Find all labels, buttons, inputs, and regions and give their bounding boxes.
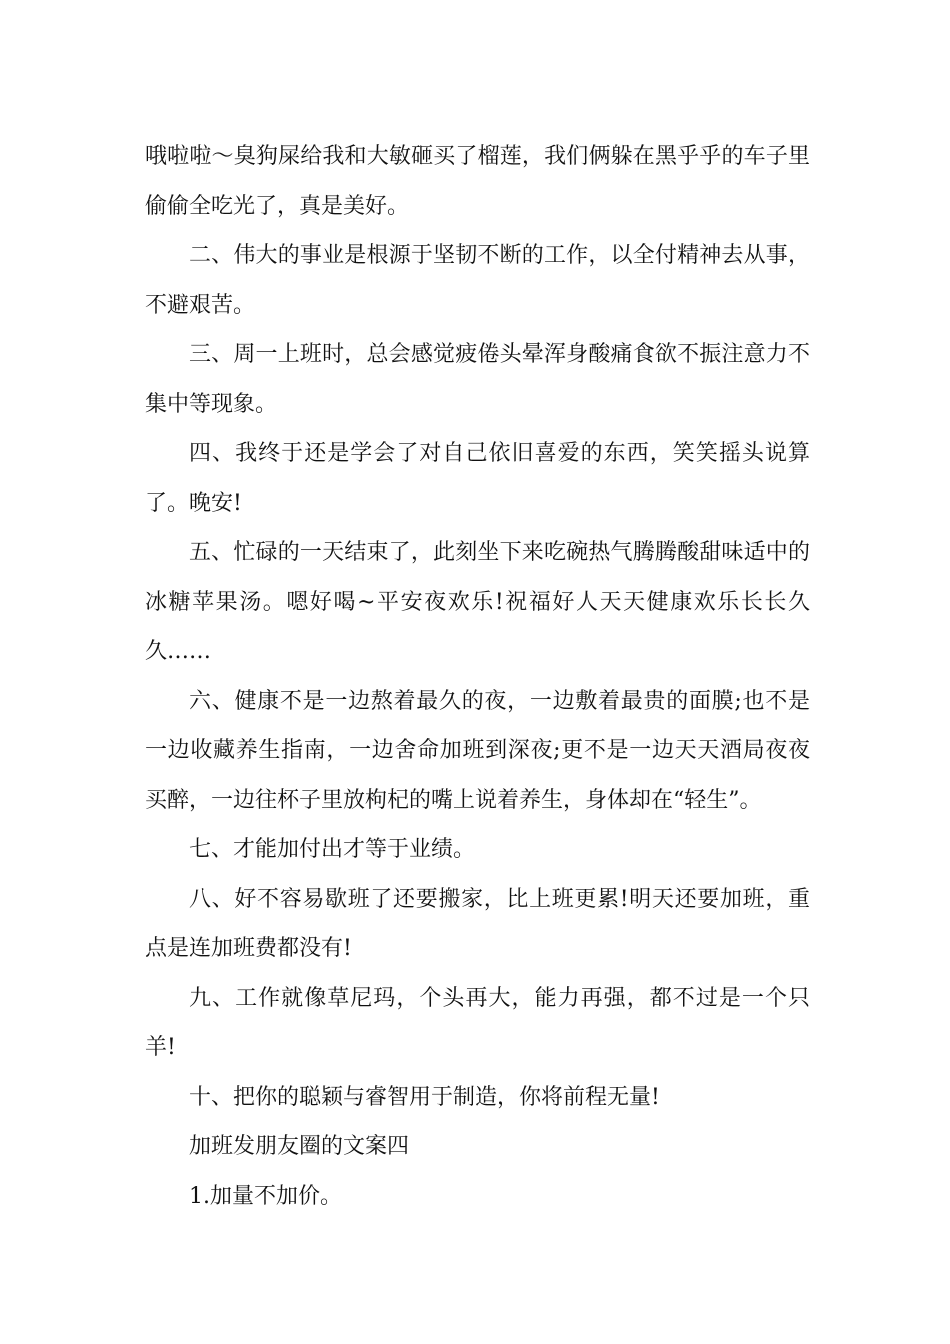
section-heading: 加班发朋友圈的文案四 xyxy=(189,1134,410,1159)
paragraph-6: 六、健康不是一边熬着最久的夜，一边敷着最贵的面膜;也不是一边收藏养生指南，一边舍命加班到深夜;更不是一边天天酒局夜夜买醉，一边往杯子里放枸杞的嘴上说着养生，身体却在“轻生”。 xyxy=(145,688,810,813)
paragraph-3: 三、周一上班时，总会感觉疲倦头晕浑身酸痛食欲不振注意力不集中等现象。 xyxy=(145,342,810,417)
paragraph-8: 八、好不容易歇班了还要搬家，比上班更累!明天还要加班，重点是连加班费都没有! xyxy=(145,886,810,961)
paragraph-4: 四、我终于还是学会了对自己依旧喜爱的东西，笑笑摇头说算了。晚安! xyxy=(145,441,810,516)
paragraph-2: 二、伟大的事业是根源于坚韧不断的工作，以全付精神去从事，不避艰苦。 xyxy=(145,243,810,318)
paragraph-9: 九、工作就像草尼玛，个头再大，能力再强，都不过是一个只羊! xyxy=(145,985,810,1060)
document-body xyxy=(145,132,810,1221)
paragraph-7: 七、才能加付出才等于业绩。 xyxy=(189,837,476,862)
paragraph-10: 十、把你的聪颖与睿智用于制造，你将前程无量! xyxy=(189,1084,660,1110)
paragraph-5: 五、忙碌的一天结束了，此刻坐下来吃碗热气腾腾酸甜味适中的冰糖苹果汤。嗯好喝~平安夜欢乐!祝福好人天天健康欢乐长长久久…… xyxy=(145,540,810,664)
paragraph-1: 哦啦啦～臭狗屎给我和大敏砸买了榴莲，我们俩躲在黑乎乎的车子里偷偷全吃光了，真是美好。 xyxy=(145,144,810,219)
list-item-1: 1.加量不加价。 xyxy=(189,1183,342,1209)
